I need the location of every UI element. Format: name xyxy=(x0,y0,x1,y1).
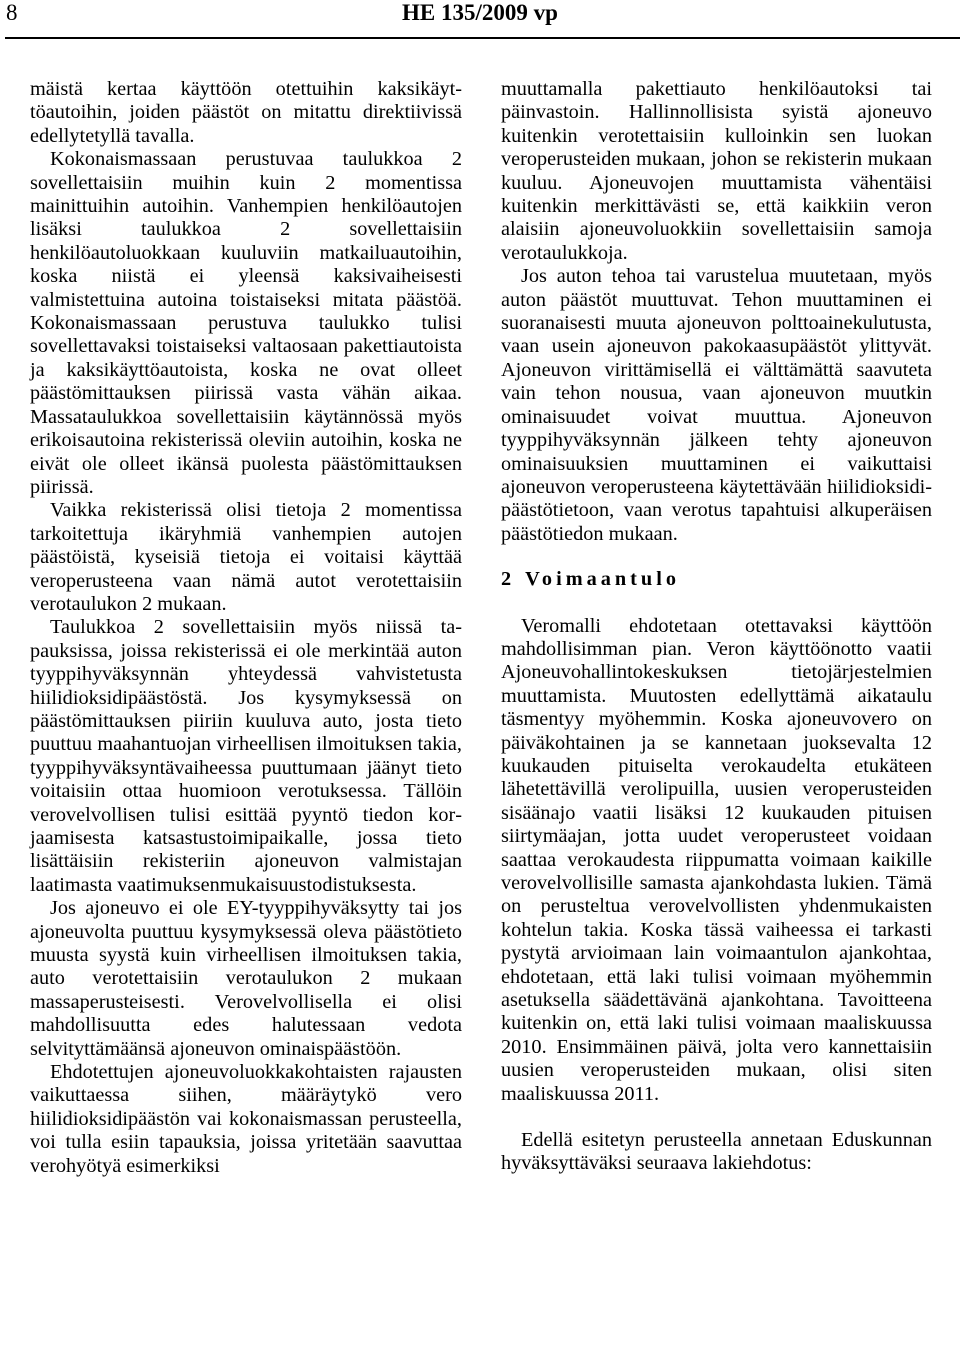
left-column xyxy=(30,78,462,1178)
paragraph: Ehdotettujen ajoneuvoluokkakohtaisten rajausten vaikuttaessa siihen, määräytykö vero hiilidioksidipäästön vai kokonaismassan perusteella, voi tulla esiin tapauksia, joissa yritetään saavuttaa verohyötyä esimerkiksi xyxy=(30,1061,462,1177)
paragraph: Jos auton tehoa tai varustelua muutetaan, myös auton päästöt muuttuvat. Tehon muuttaminen ei suoranaisesti muuta ajoneuvon polttoainekulutusta, vaan usein ajoneuvon pakokaasupäästöt ylittyvät. Ajoneuvon virittämisellä ei välttämättä saavuteta vain tehon nousua, vaan ajoneuvon muutkin ominaisuudet voivat muuttua. Ajoneuvon tyyppihyväksynnän jälkeen tehty ajoneuvon ominaisuuksien muuttaminen ei vaikuttaisi ajoneuvon veroperusteena käytettävään hiilidioksidipäästötietoon, vaan verotus tapahtuisi alkuperäisen päästötiedon mukaan. xyxy=(501,265,932,545)
paragraph: Veromalli ehdotetaan otettavaksi käyttöön mahdollisimman pian. Veron käyttöönotto vaatii Ajoneuvohallintokeskuksen tietojärjestelmien muuttamista. Muutosten edellyttämä aikataulu täsmentyy myöhemmin. Koska ajoneuvovero on päiväkohtainen ja se kannetaan juoksevalta 12 kuukauden pituiselta verokaudelta etukäteen lähetettävillä verolipuilla, uusien veroperusteiden sisäänajo vaatii lisäksi 12 kuukauden pituisen siirtymäajan, jotta uudet veroperusteet voidaan saattaa verokaudesta riippumatta voimaan kaikille verovelvollisille samasta ajankohdasta lukien. Tämä on perusteltua verovelvollisten yhdenmukaisten kohtelun takia. Koska tässä vaiheessa ei tarkasti pystytä arvioimaan lain voimaantulon ajankohtaa, ehdotetaan, että laki tulisi voimaan myöhemmin asetuksella säädettävänä ajankohtana. Tavoitteena kuitenkin on, että laki tulisi voimaan maaliskuussa 2010. Ensimmäinen päivä, jolta vero kannettaisiin uusien veroperusteiden mukaan, olisi siten maaliskuussa 2011. xyxy=(501,614,932,1105)
section-number: 2 xyxy=(501,568,512,591)
paragraph: Taulukkoa 2 sovellettaisiin myös niissä tapauksissa, joissa rekisterissä ei ole merkintää auton tyyppihyväksynnän yhteydessä vahvistetusta hiilidioksidipäästöstä. Jos kysymyksessä on päästömittauksen piiriin kuuluva auto, josta tieto puuttuu maahantuojan virheellisen ilmoituksen takia, tyyppihyväksyntävaiheessa puuttumaan jäänyt tieto voitaisiin ottaa huomioon verotuksessa. Tällöin verovelvollisen tulisi esittää pyyntö tiedon korjaamisesta katsastustoimipaikalle, jossa tieto lisättäisiin rekisteriin ajoneuvon valmistajan laatimasta vaatimuksenmukaisuustodistuksesta. xyxy=(30,616,462,896)
paragraph: Vaikka rekisterissä olisi tietoja 2 momentissa tarkoitettuja ikäryhmiä vanhempien autojen päästöistä, kyseisiä tietoja ei voitaisi käyttää veroperusteena vaan nämä autot verotettaisiin verotaulukon 2 mukaan. xyxy=(30,499,462,615)
paragraph: mäistä kertaa käyttöön otettuihin kaksikäyttöautoihin, joiden päästöt on mitattu direktiivissä edellytetyllä tavalla. xyxy=(30,78,462,147)
document-id: HE 135/2009 vp xyxy=(402,0,558,25)
right-column xyxy=(501,78,932,1176)
section-heading xyxy=(501,568,932,591)
paragraph: muuttamalla pakettiauto henkilöautoksi tai päinvastoin. Hallinnollisista syistä ajoneuvo kuitenkin verotettaisiin kulloinkin sen luokan veroperusteiden mukaan, johon se rekisterin mukaan kuuluu. Ajoneuvojen muuttamista vähentäisi kuitenkin merkittävästi se, että kaikkiin veron alaisiin ajoneuvoluokkiin sovellettaisiin samoja verotaulukkoja. xyxy=(501,78,932,264)
paragraph: Jos ajoneuvo ei ole EY-tyyppihyväksytty tai jos ajoneuvolta puuttuu kysymyksessä oleva päästötieto muusta syystä kuin virheellisen ilmoituksen takia, auto verotettaisiin verotaulukon 2 mukaan massaperusteisesti. Verovelvollisella ei olisi mahdollisuutta edes halutessaan vedota selvityttämäänsä ajoneuvon ominaispäästöön. xyxy=(30,897,462,1060)
paragraph: Edellä esitetyn perusteella annetaan Eduskunnan hyväksyttäväksi seuraava lakiehdotus: xyxy=(501,1129,932,1175)
paragraph-gap xyxy=(501,1106,932,1129)
page-number: 8 xyxy=(6,0,18,25)
paragraph: Kokonaismassaan perustuvaa taulukkoa 2 sovellettaisiin muihin kuin 2 momentissa mainittuihin autoihin. Vanhempien henkilöautojen lisäksi taulukkoa 2 sovellettaisiin henkilöautoluokkaan kuuluviin matkailuautoihin, koska niistä ei yleensä kaksivaiheisesti valmistettuina autoina toistaiseksi mitata päästöä. Kokonaismassaan perustuva taulukko tulisi sovellettavaksi toistaiseksi valtaosaan pakettiautoista ja kaksikäyttöautoista, koska ne ovat olleet päästömittauksen piirissä vasta vähän aikaa. Massataulukkoa sovellettaisiin käytännössä myös erikoisautoina rekisterissä oleviin autoihin, koska ne eivät ole olleet ikänsä puolesta päästömittauksen piirissä. xyxy=(30,148,462,498)
section-title: Voimaantulo xyxy=(525,568,680,591)
header-rule xyxy=(5,37,960,39)
